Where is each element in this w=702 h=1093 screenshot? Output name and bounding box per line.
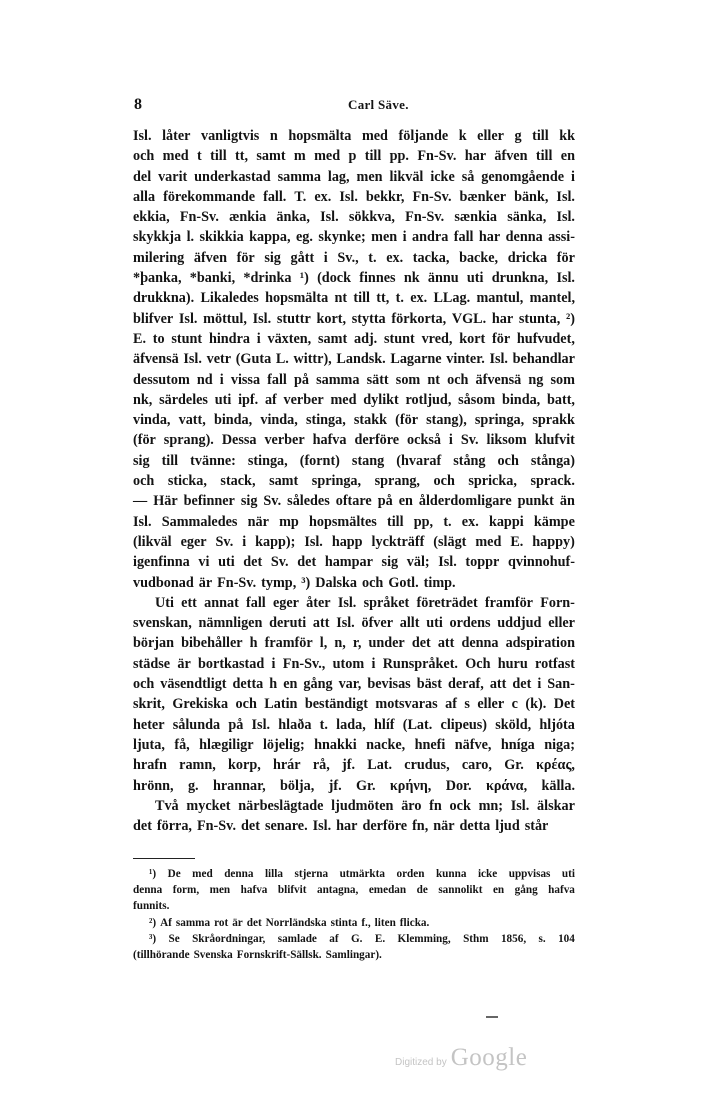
ink-mark xyxy=(486,1016,498,1018)
text-line: hrafn ramn, korp, hrár rå, jf. Lat. crudus, caro, Gr. κρέας, xyxy=(133,757,575,774)
text-line: del varit underkastad samma lag, men likväl icke så genomgående i xyxy=(133,168,575,185)
text-line: Två mycket närbeslägtade ljudmöten äro fn ock mn; Isl. älskar xyxy=(155,797,575,814)
text-line: — Här befinner sig Sv. således oftare på en ålderdomligare punkt än xyxy=(133,493,575,510)
text-line: det förra, Fn-Sv. det senare. Isl. har derföre fn, när detta ljud står xyxy=(133,818,549,835)
text-line: skykkja l. skikkia kappa, eg. skynke; men i andra fall har denna assi- xyxy=(133,229,575,246)
text-line: början bibehåller h framför l, n, r, under det att denna adspiration xyxy=(133,635,575,652)
text-line: blifver Isl. möttul, Isl. stuttr kort, stytta förkorta, VGL. har stunta, ²) xyxy=(133,310,575,327)
text-line: Isl. låter vanligtvis n hopsmälta med följande k eller g till kk xyxy=(133,128,575,144)
text-line: och väsendtligt detta h en gång var, bevisas bäst deraf, att det i San- xyxy=(133,676,575,693)
text-line: ekkia, Fn-Sv. ænkia änka, Isl. sökkva, Fn-Sv. sænkia sänka, Isl. xyxy=(133,209,575,226)
footnote-line: denna form, men hafva blifvit antagna, emedan de sannolikt en gång hafva xyxy=(133,884,575,897)
text-line: *þanka, *banki, *drinka ¹) (dock finnes nk ännu uti drunkna, Isl. xyxy=(133,270,575,287)
google-watermark xyxy=(395,1044,527,1072)
google-logo: Google xyxy=(450,1044,528,1071)
text-line: vinda, vatt, binda, vinda, stinga, stakk (för stang), springa, sprakk xyxy=(133,412,575,429)
text-line: igenfinna vi uti det Sv. det hampar sig väl; Isl. toppr qvinnohuf- xyxy=(133,554,575,571)
text-line: och sticka, stack, samt springa, sprang, och spricka, sprack. xyxy=(133,473,575,490)
footnote-line: funnits. xyxy=(133,900,170,913)
body-text xyxy=(133,126,575,836)
text-line: alla förekommande fall. T. ex. Isl. bekkr, Fn-Sv. bænker bänk, Isl. xyxy=(133,188,575,205)
text-line: skrit, Grekiska och Latin beständigt motsvaras af s eller c (k). Det xyxy=(133,696,575,713)
text-line: heter sålunda på Isl. hlaða t. lada, hlíf (Lat. clipeus) sköld, hljóta xyxy=(133,716,575,733)
text-line: äfvensä Isl. vetr (Guta L. wittr), Landsk. Lagarne vinter. Isl. behandlar xyxy=(133,351,575,368)
footnote-line: (tillhörande Svenska Fornskrift-Sällsk. Samlingar). xyxy=(133,948,382,961)
text-line: (likväl eger Sv. i kapp); Isl. happ lyckträff (slägt med E. happy) xyxy=(133,533,575,550)
text-line: städse är bortkastad i Fn-Sv., utom i Runspråket. Och huru rotfast xyxy=(133,655,575,672)
text-line: drukkna). Likaledes hopsmälta nt till tt, t. ex. LLag. mantul, mantel, xyxy=(133,290,575,307)
footnotes xyxy=(133,866,575,963)
text-line: nk, särdeles uti ipf. af verber med dylikt rotljud, såsom binda, batt, xyxy=(133,391,575,408)
text-line: hrönn, g. hrannar, bölja, jf. Gr. κρήνη, Dor. κράνα, källa. xyxy=(133,777,575,794)
text-line: vudbonad är Fn-Sv. tymp, ³) Dalska och Gotl. timp. xyxy=(133,574,456,591)
page-number: 8 xyxy=(134,96,142,113)
text-line: svenskan, nämnligen deruti att Isl. öfver allt uti ordens uddjud eller xyxy=(133,615,575,632)
footnote-line: ²) Af samma rot är det Norrländska stinta f., liten flicka. xyxy=(149,916,430,929)
text-line: E. to stunt hindra i växten, samt adj. stunt vred, kort för hufvudet, xyxy=(133,330,575,347)
text-line: Isl. Sammaledes när mp hopsmältes till pp, t. ex. kappi kämpe xyxy=(133,513,575,530)
text-line: Uti ett annat fall eger åter Isl. språket företrädet framför Forn- xyxy=(155,594,575,611)
footnote-separator xyxy=(133,858,195,859)
text-line: och med t till tt, samt m med p till pp. Fn-Sv. har äfven till en xyxy=(133,148,575,165)
text-line: (för sprang). Dessa verber hafva derföre också i Sv. liksom klufvit xyxy=(133,432,575,449)
footnote-line: ³) Se Skråordningar, samlade af G. E. Klemming, Sthm 1856, s. 104 xyxy=(149,932,575,945)
text-line: ljuta, få, hlægiligr löjelig; hnakki nacke, hnefi näfve, hníga niga; xyxy=(133,736,575,753)
digitized-by-label: Digitized by xyxy=(395,1057,447,1068)
text-line: dessutom nd i vissa fall på samma sätt som nt och äfvensä ng som xyxy=(133,371,575,388)
footnote-line: ¹) De med denna lilla stjerna utmärkta orden kunna icke uppvisas uti xyxy=(149,868,575,880)
running-title: Carl Säve. xyxy=(348,97,409,112)
text-line: sig till tvänne: stinga, (fornt) stang (hvaraf stång och stånga) xyxy=(133,452,575,469)
text-line: milering äfven för sig gått i Sv., t. ex. tacka, backe, dricka för xyxy=(133,249,575,266)
